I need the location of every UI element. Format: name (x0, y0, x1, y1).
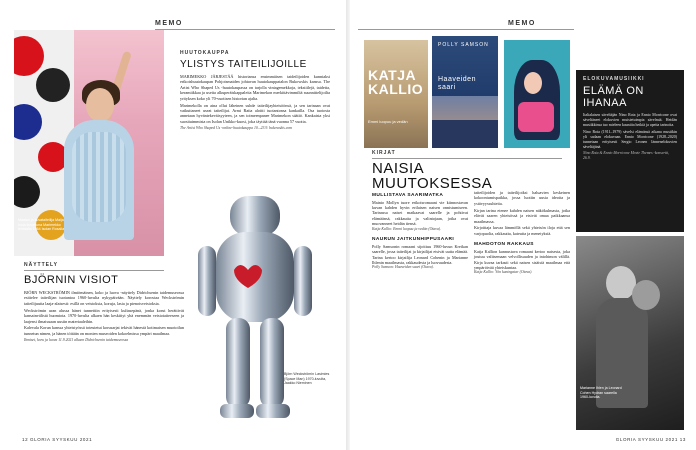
ihlen-cohen-photo (576, 236, 684, 430)
sculpture-image (196, 196, 314, 426)
article-kicker: HUUTOKAUPPA (180, 50, 230, 56)
section-text: Polly Samsonin romaani sijoittuu 1960-luvun Kreikan saarelle, jossa taiteilijat ja kirjailijat etsivät uutta elämää. Tarina kertoo kirjailija Leonard Cohenin ja Marianne Ihlenin maailmasta, rakkaudesta ja luovuudesta. (372, 243, 468, 266)
paragraph: Marimekolla on aina ollut läheinen suhde taiteilijayhteisöönsä, ja sen tarinaan ovat vaikuttaneet useat taiteilijat. Armi Ratia aloitti tuotantonsa kankailla. Osa tuotosta annetaan hyväntekeväisyyteen, ja sen toimeenpanee Marimekon säätiö. Kankaista yksi suosituimmista on Isolan Unikko-kuosi, joka täyttää tänä vuonna 57 vuotta. (180, 102, 330, 124)
paragraph: taiteilijoiden ja taiteilijoiksi haluavien keskeinen kokoontumispaikka, jossa luotiin uusia ideoita ja ystävyyssuhteita. (474, 190, 570, 206)
article-kicker: NÄYTTELY (24, 262, 58, 268)
left-page (0, 0, 346, 450)
sidebar-kicker: ELOKUVAMUSIIKKI (583, 76, 645, 82)
sidebar-film-music (576, 70, 684, 232)
section-credit: Katja Kallio: Emmi luopuu ja vedän (Otava). (372, 226, 442, 231)
book-cover-kallio (364, 40, 428, 148)
book-author: POLLY SAMSON (438, 42, 489, 48)
sidebar-title-line2: IHANAA (583, 97, 627, 109)
article-title-line2: MUUTOKSESSA (372, 175, 493, 192)
memo-label: MEMO (508, 20, 536, 27)
book-cover-mahdoton (504, 40, 570, 148)
article-credit: The Artist Who Shaped Us -online-huutokauppa 10.–23.9. bukowskis.com (180, 125, 293, 130)
section-text: Katja Kallion kannustava romaani kertoo naisesta, joka joutuu valitsemaan velvollisuuden ja intohimon välillä. Kirja kuvaa tarkasti sekä naisen sisäistä maailmaa että ympäröivää yhteiskuntaa. (474, 248, 570, 270)
sidebar-title-line1: ELÄMÄ ON (583, 85, 644, 97)
paragraph: Kalevala Korun kanssa yhteistyössä toteutetut korusarjat tekivät hänestä kotimaisen muotoilun tunnetun nimen, ja hänen töitään on monien museoiden kokoelmissa ympäri maailmaa. (24, 325, 184, 336)
section-credit: Polly Samson: Haaveiden saari (Otava). (372, 265, 434, 270)
photo-caption: Maalari ja kuvataiteilija Maija Isola kuvattuna Marimekko tehtaalla 1964 Isolan Rosalia (18, 218, 65, 232)
book-title: Emmi luopuu ja vedän (368, 119, 408, 124)
header-rule (155, 29, 335, 30)
paragraph: Kirjoittaja kuvaa lämmöllä sekä yhteisön iloja että sen varjopuolia, rakkautta, kateutta ja menetyksiä. (474, 225, 570, 236)
sidebar-credit: Nino Rota & Ennio Morricone Movie Themes -konsertti, 26.9. (583, 151, 670, 160)
paragraph: Italialaisen säveltäjän Nino Rota ja Ennio Morricone ovat säveltäneet elokuvien muistetuimpia sävelmiä. Heidän musiikkinsa tuo mieleen kauniita hetkiä ja upeita tarinoita. (583, 113, 677, 127)
paragraph: BJÖRN WECKSTRÖMIN ilmiömäinen, koko ja luova -näyttely Didrichsenin taidemuseossa esittelee taiteilijan tuotantoa 1960-luvulta nykypäivään. Näyttely korostaa Weckströmin taiteilijuutta laaja-alaisesti: esillä on veistoksia, koruja, lasia ja pienoisveistoksia. (24, 290, 184, 306)
paragraph: Nino Rota (1911–1979) sävelsi elämänsä aikana musiikin yli sadaan elokuvaan. Ennio Morricone (1928–2020) tunnetaan erityisesti Sergio Leonen lännenelokuvien säveltäjänä. (583, 129, 677, 149)
article-title: YLISTYS TAITEILIJOILLE (180, 59, 307, 70)
section-subhead: MAHDOTON RAKKAUS (474, 242, 534, 248)
paragraph: Kirjan tarina etenee kahden naisen näkökulmasta, jotka elävät saaren yhteisössä ja etsivät omaa paikkaansa maailmassa. (474, 207, 570, 224)
book-author: KATJA KALLIO (368, 67, 424, 97)
paragraph: MARIMEKKO JÄRJESTÄÄ historiansa ensimmäisen taideilijoiden kunniaksi erikoishuutokaupan Pohjoismaiden johtavan huutokauppatalon Bukowskis kanssa. The Artist Who Shaped Us -huutokaupassa on tarjolla vintagemekkoja, tekstiilejä, taidetta, keramiikkaa ja useita alkuperäiskappaleita Marimekon merkittävimmiltä suunnittelijoilta yrityksen koko yli 70-vuotisen historian ajalta. (180, 74, 330, 101)
memo-label: MEMO (155, 20, 183, 27)
article-title-line1: NAISIA (372, 160, 425, 177)
article-exhibition (24, 262, 184, 343)
article-kicker: KIRJAT (372, 150, 396, 156)
book-column-2 (474, 190, 570, 275)
article-auction (180, 50, 330, 130)
sculpture-caption: Björn Weckströmin Lasimies (Space Man) 1970-luvulta, Jaakko Nieminen (284, 372, 330, 386)
book-title: Haaveiden saari (438, 76, 476, 91)
header-rule (358, 29, 574, 30)
section-credit: Katja Kallio: Yön kuningatar (Otava). (474, 270, 533, 275)
photo-caption: Marianne Ihlen ja Leonard Cohen Hydran saarella 1960-luvulla. (580, 386, 622, 400)
section-subhead: NAURUN JAITKUNHIPPUSAARI (372, 237, 455, 243)
section-text: Mainio Mollyn tuore erikoisromaani vie kiinnostavan kuvan kahden hyvin erilaisen naisen onnistumiseen. Tarinassa naiset matkaavat saarelle ja pohtivat elämäänsä, rakkautta ja valintojaan, jotka ovat muovanneet heidän tiensä. (372, 199, 468, 227)
book-cover-samson (432, 36, 498, 148)
book-column-1 (372, 190, 468, 270)
article-title: BJÖRNIN VISIOT (24, 274, 119, 286)
page-footer: GLORIA SYYSKUU 2021 13 (615, 437, 686, 442)
section-subhead: MULLISTAVA SAARIMATKA (372, 193, 444, 198)
article-credit: Ihmiset, koru ja luova 11.9.2021 alkaen Didrichsenin taidemuseossa (24, 337, 129, 342)
paragraph: Weckströmin uran alussa hänet tunnettiin erityisesti kultasepänä, jonka korut herättivät kansainvälistä huomiota. 1970-luvulta alkaen hän keskittyi yhä enemmän veistotaiteeseen ja laajensi ilmaisuaan uusiin materiaaleihin. (24, 307, 184, 324)
page-footer: 12 GLORIA SYYSKUU 2021 (22, 437, 93, 442)
